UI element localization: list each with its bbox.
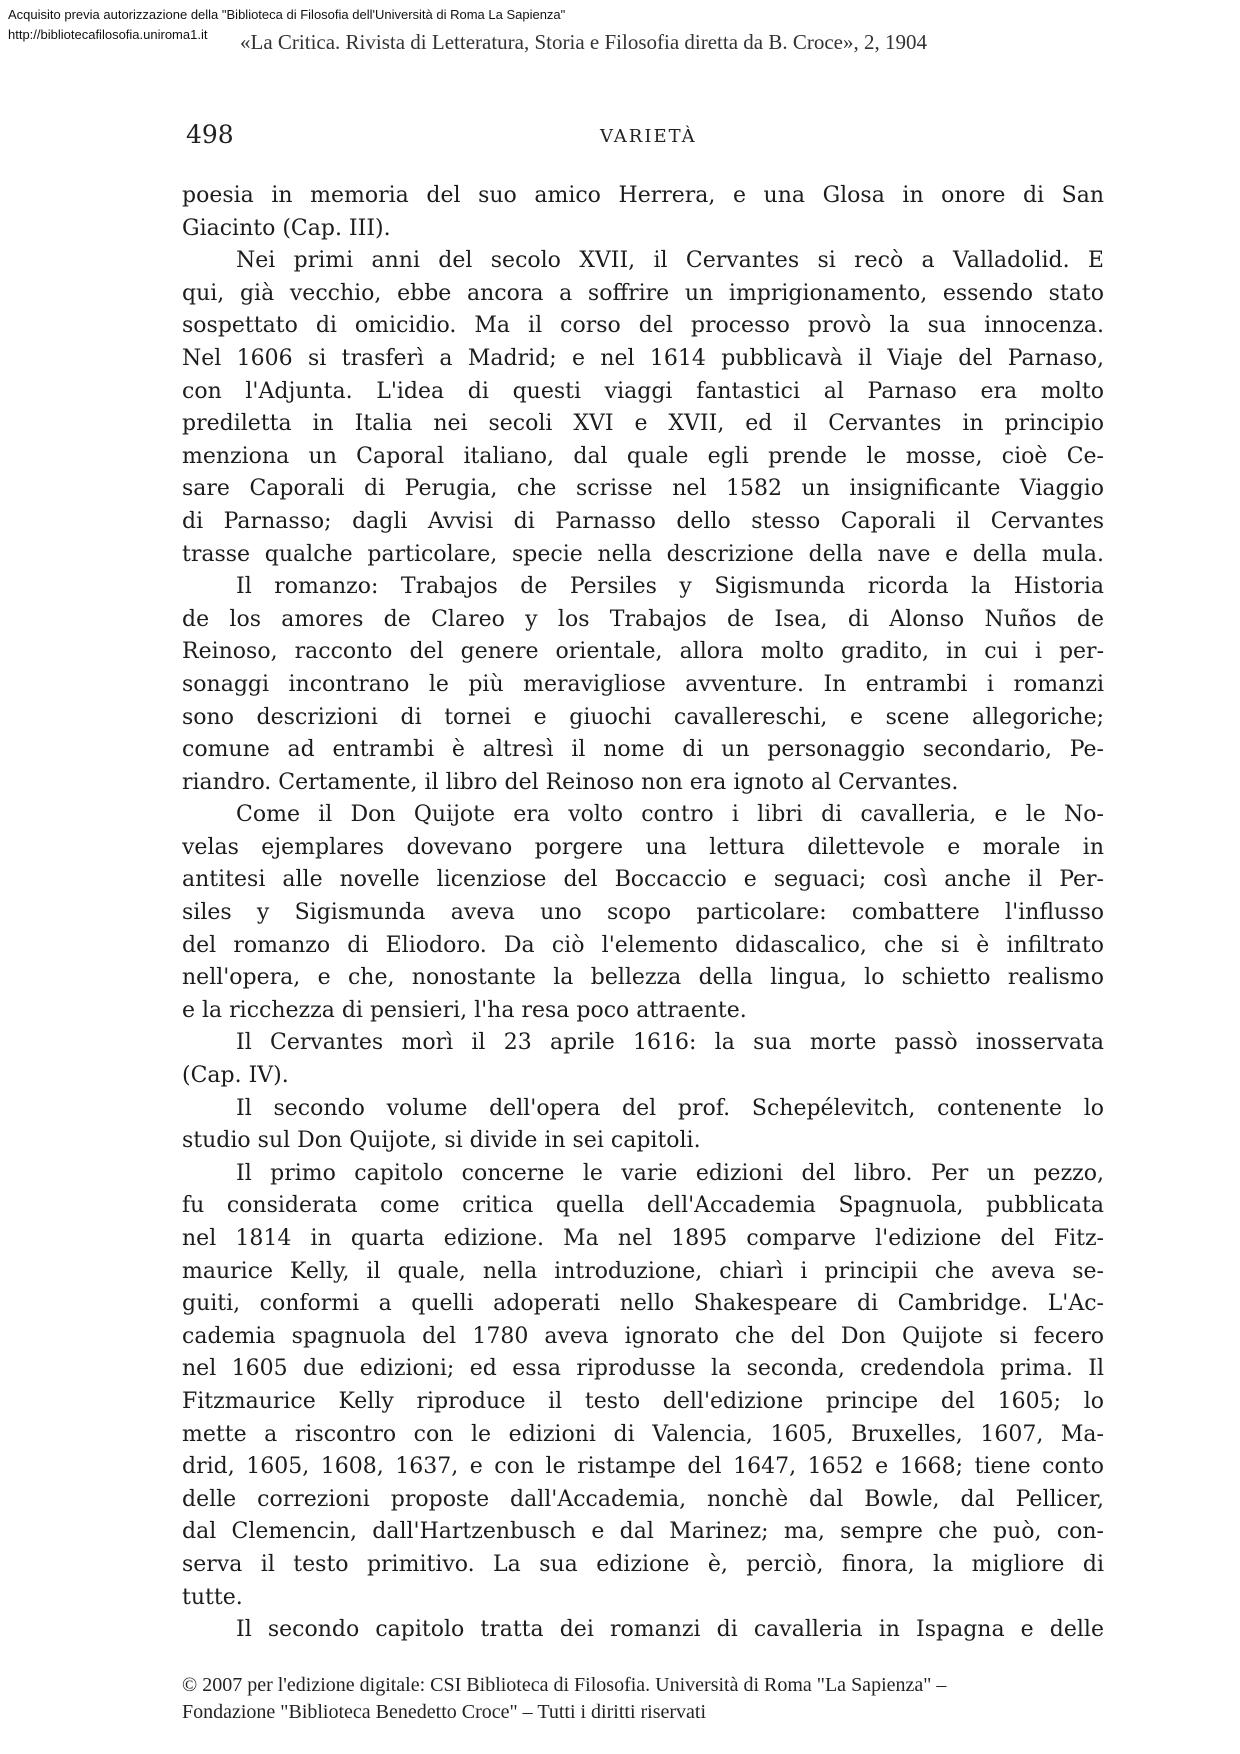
text-line: (Cap. IV).: [182, 1063, 289, 1089]
text-line: sare Caporali di Perugia, che scrisse nel 1582 un insignificante Viaggio: [182, 476, 1104, 502]
text-line: sospettato di omicidio. Ma il corso del processo provò la sua innocenza.: [182, 313, 1104, 339]
copyright-line: © 2007 per l'edizione digitale: CSI Biblioteca di Filosofia. Università di Roma "La Sapienza" –: [182, 1674, 947, 1696]
text-line: trasse qualche particolare, specie nella descrizione della nave e della mula.: [182, 541, 1104, 567]
text-line: menziona un Caporal italiano, dal quale egli prende le mosse, cioè Ce-: [182, 443, 1104, 469]
text-line: drid, 1605, 1608, 1637, e con le ristampe del 1647, 1652 e 1668; tiene conto: [182, 1454, 1104, 1480]
page-number: 498: [186, 120, 234, 149]
source-url: http://bibliotecafilosofia.uniroma1.it: [8, 27, 208, 42]
text-line: sono descrizioni di tornei e giuochi cavallereschi, e scene allegoriche;: [182, 704, 1104, 730]
text-line: Reinoso, racconto del genere orientale, allora molto gradito, in cui i per-: [182, 639, 1104, 665]
text-line: mette a riscontro con le edizioni di Valencia, 1605, Bruxelles, 1607, Ma-: [182, 1421, 1104, 1447]
text-line: maurice Kelly, il quale, nella introduzione, chiarì i principii che aveva se-: [182, 1258, 1104, 1284]
text-line: comune ad entrambi è altresì il nome di un personaggio secondario, Pe-: [182, 737, 1104, 763]
text-line: studio sul Don Quijote, si divide in sei capitoli.: [182, 1128, 701, 1154]
text-line: serva il testo primitivo. La sua edizione è, perciò, finora, la migliore di: [182, 1551, 1104, 1577]
text-line: tutte.: [182, 1584, 243, 1610]
text-line: cademia spagnuola del 1780 aveva ignorato che del Don Quijote si fecero: [182, 1323, 1104, 1349]
text-line: e la ricchezza di pensieri, l'ha resa poco attraente.: [182, 997, 747, 1023]
text-line: Il primo capitolo concerne le varie edizioni del libro. Per un pezzo,: [236, 1160, 1104, 1186]
text-line: Nel 1606 si trasferì a Madrid; e nel 1614 pubblicavà il Viaje del Parnaso,: [182, 345, 1104, 371]
copyright-footer: [182, 1672, 1122, 1726]
text-line: Nei primi anni del secolo XVII, il Cervantes si recò a Valladolid. E: [236, 248, 1104, 274]
text-line: de los amores de Clareo y los Trabajos de Isea, di Alonso Nuños de: [182, 606, 1104, 632]
running-head: VARIETÀ: [600, 126, 697, 147]
text-line: sonaggi incontrano le più meravigliose avventure. In entrambi i romanzi: [182, 671, 1104, 697]
rights-line: Fondazione "Biblioteca Benedetto Croce" – Tutti i diritti riservati: [182, 1701, 707, 1723]
text-line: siles y Sigismunda aveva uno scopo particolare: combattere l'influsso: [182, 900, 1104, 926]
text-line: nell'opera, e che, nonostante la bellezza della lingua, lo schietto realismo: [182, 965, 1104, 991]
acquisition-notice-text: Acquisito previa autorizzazione della "Biblioteca di Filosofia dell'Università di Roma La Sapienza": [8, 7, 566, 22]
text-line: Come il Don Quijote era volto contro i libri di cavalleria, e le No-: [236, 802, 1104, 828]
text-line: riandro. Certamente, il libro del Reinoso non era ignoto al Cervantes.: [182, 769, 959, 795]
text-line: antitesi alle novelle licenziose del Boccaccio e seguaci; così anche il Per-: [182, 867, 1104, 893]
text-line: guiti, conformi a quelli adoperati nello Shakespeare di Cambridge. L'Ac-: [182, 1291, 1104, 1317]
journal-citation: «La Critica. Rivista di Letteratura, Storia e Filosofia diretta da B. Croce», 2, 1904: [240, 30, 927, 54]
page-body-text: [182, 180, 1104, 1647]
text-line: Il Cervantes morì il 23 aprile 1616: la sua morte passò inosservata: [236, 1030, 1104, 1056]
text-line: nel 1605 due edizioni; ed essa riprodusse la seconda, credendola prima. Il: [182, 1356, 1104, 1382]
text-line: Il secondo capitolo tratta dei romanzi di cavalleria in Ispagna e delle: [236, 1617, 1104, 1643]
text-line: Fitzmaurice Kelly riproduce il testo dell'edizione principe del 1605; lo: [182, 1388, 1104, 1414]
text-line: velas ejemplares dovevano porgere una lettura dilettevole e morale in: [182, 834, 1104, 860]
text-line: qui, già vecchio, ebbe ancora a soffrire un imprigionamento, essendo stato: [182, 280, 1104, 306]
text-line: prediletta in Italia nei secoli XVI e XVII, ed il Cervantes in principio: [182, 411, 1104, 437]
text-line: Il romanzo: Trabajos de Persiles y Sigismunda ricorda la Historia: [236, 574, 1104, 600]
text-line: fu considerata come critica quella dell'Accademia Spagnuola, pubblicata: [182, 1193, 1104, 1219]
text-line: con l'Adjunta. L'idea di questi viaggi fantastici al Parnaso era molto: [182, 378, 1104, 404]
text-line: di Parnasso; dagli Avvisi di Parnasso dello stesso Caporali il Cervantes: [182, 508, 1104, 534]
text-line: Il secondo volume dell'opera del prof. Schepélevitch, contenente lo: [236, 1095, 1104, 1121]
text-line: dal Clemencin, dall'Hartzenbusch e dal Marinez; ma, sempre che può, con-: [182, 1519, 1104, 1545]
text-line: nel 1814 in quarta edizione. Ma nel 1895 comparve l'edizione del Fitz-: [182, 1226, 1104, 1251]
text-line: delle correzioni proposte dall'Accademia, nonchè dal Bowle, dal Pellicer,: [182, 1486, 1104, 1512]
text-line: del romanzo di Eliodoro. Da ciò l'elemento didascalico, che si è infiltrato: [182, 932, 1104, 958]
text-line: poesia in memoria del suo amico Herrera, e una Glosa in onore di San: [182, 183, 1104, 208]
text-line: Giacinto (Cap. III).: [182, 215, 391, 241]
